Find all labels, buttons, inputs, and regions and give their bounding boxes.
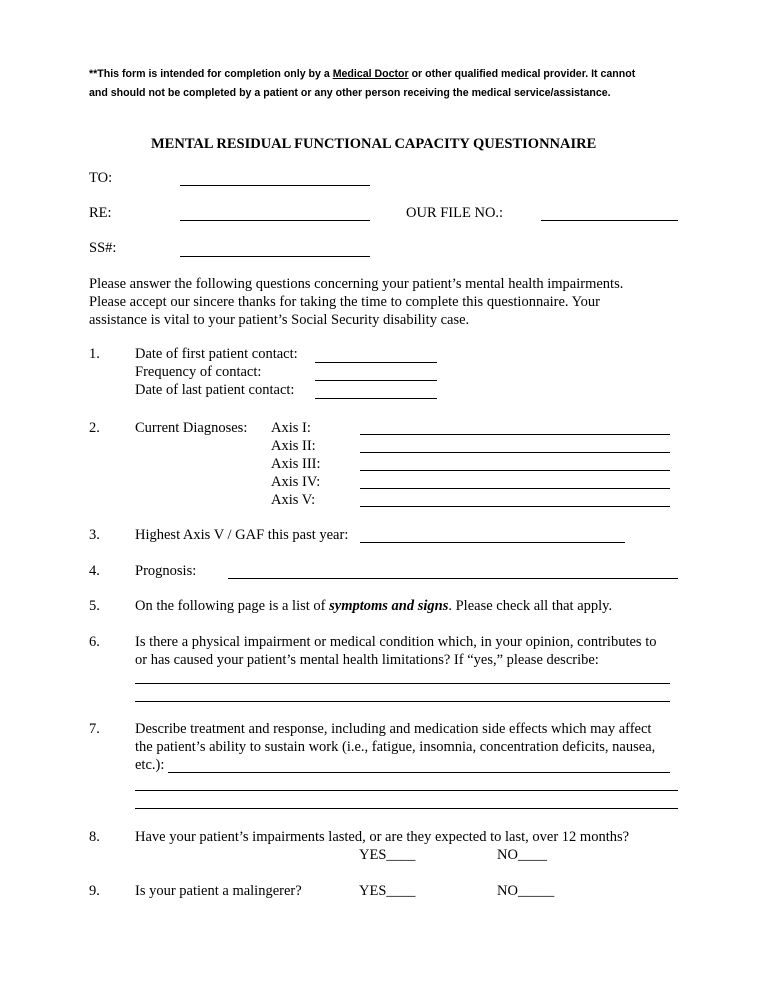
q4-field[interactable] [228,578,678,579]
q2-label: Current Diagnoses: [135,420,248,436]
q9-yes-option[interactable]: YES____ [359,883,416,899]
q6-line-2: or has caused your patient’s mental health limitations? If “yes,” please describe: [135,652,599,668]
to-field[interactable] [180,185,370,186]
axis-1-label: Axis I: [271,420,311,436]
q9-number: 9. [89,883,100,899]
q6-answer-line-2[interactable] [135,701,670,702]
axis-1-field[interactable] [360,434,670,435]
q6-number: 6. [89,634,100,650]
q7-line-1: Describe treatment and response, including and medication side effects which may affect [135,721,652,737]
to-label: TO: [89,170,113,186]
q8-text: Have your patient’s impairments lasted, or are they expected to last, over 12 months? [135,829,630,845]
q5-number: 5. [89,598,100,614]
q4-number: 4. [89,563,100,579]
ss-field[interactable] [180,256,370,257]
page-title: MENTAL RESIDUAL FUNCTIONAL CAPACITY QUESTIONNAIRE [151,136,597,152]
axis-4-label: Axis IV: [271,474,321,490]
axis-3-label: Axis III: [271,456,321,472]
intro-line-1: Please answer the following questions concerning your patient’s mental health impairments. [89,276,624,292]
intro-line-3: assistance is vital to your patient’s Social Security disability case. [89,312,470,328]
q6-line-1: Is there a physical impairment or medical condition which, in your opinion, contributes to [135,634,657,650]
q7-line-3: etc.): [135,757,165,773]
ss-label: SS#: [89,240,117,256]
q1-first-contact-field[interactable] [315,362,437,363]
q6-answer-line-1[interactable] [135,683,670,684]
q3-label: Highest Axis V / GAF this past year: [135,527,349,543]
q7-line-2: the patient’s ability to sustain work (i.e., fatigue, insomnia, concentration deficits, nausea, [135,739,656,755]
notice-line-2: and should not be completed by a patient or any other person receiving the medical service/assistance. [89,87,611,99]
q7-answer-line-1[interactable] [168,772,670,773]
q1-frequency-field[interactable] [315,380,437,381]
q1-last-contact-field[interactable] [315,398,437,399]
q1-first-contact-label: Date of first patient contact: [135,346,298,362]
q7-answer-line-3[interactable] [135,808,678,809]
re-label: RE: [89,205,112,221]
q1-frequency-label: Frequency of contact: [135,364,262,380]
q7-answer-line-2[interactable] [135,790,678,791]
axis-2-label: Axis II: [271,438,316,454]
q3-field[interactable] [360,542,625,543]
q8-number: 8. [89,829,100,845]
q4-label: Prognosis: [135,563,197,579]
re-field[interactable] [180,220,370,221]
q2-number: 2. [89,420,100,436]
file-no-field[interactable] [541,220,678,221]
file-no-label: OUR FILE NO.: [406,205,504,221]
axis-4-field[interactable] [360,488,670,489]
axis-5-label: Axis V: [271,492,316,508]
notice-line-1: **This form is intended for completion only by a Medical Doctor or other qualified medical provider. It cannot [89,68,636,80]
intro-line-2: Please accept our sincere thanks for taking the time to complete this questionnaire. Your [89,294,600,310]
axis-3-field[interactable] [360,470,670,471]
q8-no-option[interactable]: NO____ [497,847,547,863]
q3-number: 3. [89,527,100,543]
q5-text: On the following page is a list of symptoms and signs. Please check all that apply. [135,598,613,614]
axis-5-field[interactable] [360,506,670,507]
q1-last-contact-label: Date of last patient contact: [135,382,295,398]
axis-2-field[interactable] [360,452,670,453]
q5-emphasis: symptoms and signs [329,598,449,614]
q1-number: 1. [89,346,100,362]
medical-doctor-emphasis: Medical Doctor [332,68,409,80]
q7-number: 7. [89,721,100,737]
q9-text: Is your patient a malingerer? [135,883,302,899]
q9-no-option[interactable]: NO_____ [497,883,555,899]
q8-yes-option[interactable]: YES____ [359,847,416,863]
